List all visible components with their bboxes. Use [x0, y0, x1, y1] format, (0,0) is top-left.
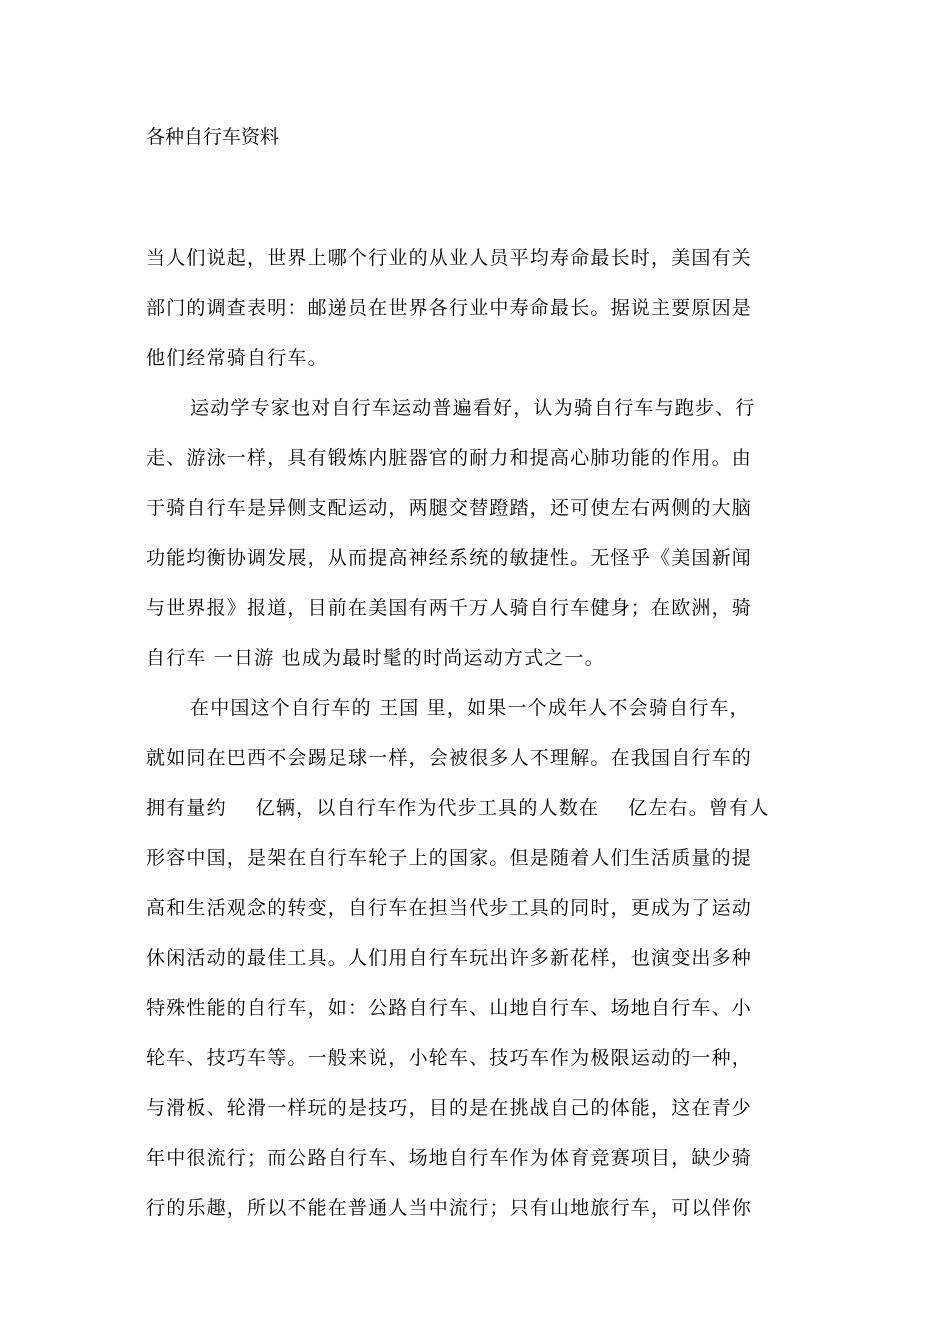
paragraph-3-line-8: 轮车、技巧车等。一般来说，小轮车、技巧车作为极限运动的一种，	[146, 1047, 753, 1069]
paragraph-2-line-2: 走、游泳一样，具有锻炼内脏器官的耐力和提高心肺功能的作用。由	[146, 447, 753, 469]
paragraph-3-line-10: 年中很流行；而公路自行车、场地自行车作为体育竞赛项目，缺少骑	[146, 1147, 753, 1169]
paragraph-2-line-4: 功能均衡协调发展，从而提高神经系统的敏捷性。无怪乎《美国新闻	[146, 547, 753, 569]
paragraph-3-line-1: 在中国这个自行车的 王国 里，如果一个成年人不会骑自行车，	[190, 697, 750, 719]
paragraph-3-line-5: 高和生活观念的转变，自行车在担当代步工具的同时，更成为了运动	[146, 897, 753, 919]
document-title: 各种自行车资料	[146, 126, 280, 148]
paragraph-1-line-1: 当人们说起，世界上哪个行业的从业人员平均寿命最长时，美国有关	[146, 247, 753, 269]
paragraph-3-line-11: 行的乐趣，所以不能在普通人当中流行；只有山地旅行车，可以伴你	[146, 1197, 753, 1219]
paragraph-1-line-2: 部门的调查表明：邮递员在世界各行业中寿命最长。据说主要原因是	[146, 297, 753, 319]
paragraph-3-line-2: 就如同在巴西不会踢足球一样，会被很多人不理解。在我国自行车的	[146, 747, 753, 769]
paragraph-2-line-1: 运动学专家也对自行车运动普遍看好，认为骑自行车与跑步、行	[190, 397, 756, 419]
paragraph-3-line-9: 与滑板、轮滑一样玩的是技巧，目的是在挑战自己的体能，这在青少	[146, 1097, 753, 1119]
paragraph-2-line-6: 自行车 一日游 也成为最时髦的时尚运动方式之一。	[146, 647, 605, 669]
paragraph-3-line-3: 拥有量约 亿辆，以自行车作为代步工具的人数在 亿左右。曾有人	[146, 797, 770, 819]
paragraph-2-line-3: 于骑自行车是异侧支配运动，两腿交替蹬踏，还可使左右两侧的大脑	[146, 497, 753, 519]
paragraph-3-line-6: 休闲活动的最佳工具。人们用自行车玩出许多新花样，也演变出多种	[146, 947, 753, 969]
paragraph-3-line-7: 特殊性能的自行车，如：公路自行车、山地自行车、场地自行车、小	[146, 997, 753, 1019]
paragraph-3-line-4: 形容中国，是架在自行车轮子上的国家。但是随着人们生活质量的提	[146, 847, 753, 869]
paragraph-1-line-3: 他们经常骑自行车。	[146, 347, 328, 369]
paragraph-2-line-5: 与世界报》报道，目前在美国有两千万人骑自行车健身；在欧洲，骑	[146, 597, 753, 619]
